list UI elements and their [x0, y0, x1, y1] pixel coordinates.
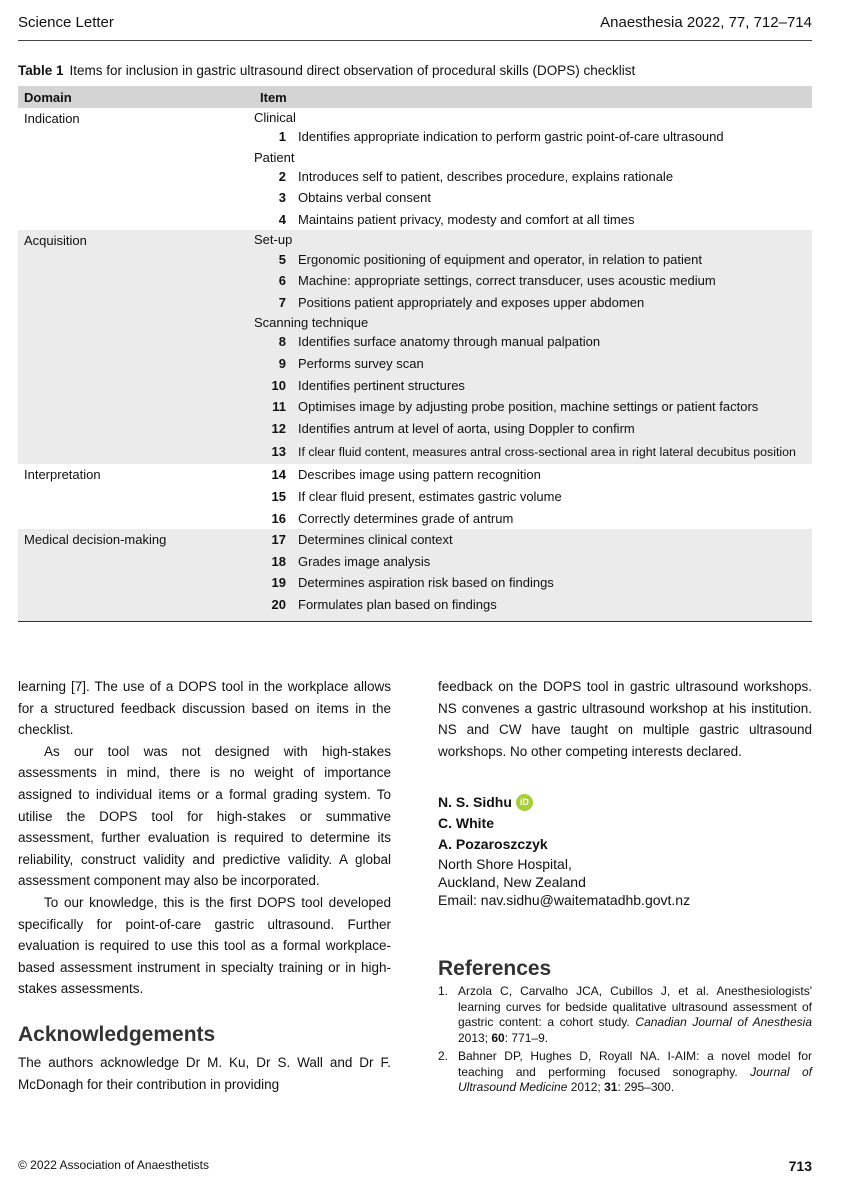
copyright: © 2022 Association of Anaesthetists	[18, 1158, 209, 1172]
table-row	[254, 418, 812, 440]
item-number: 13	[271, 444, 286, 460]
reference-number: 1.	[438, 984, 449, 999]
subheading: Clinical	[254, 110, 296, 125]
table-row	[254, 439, 812, 464]
acknowledgements-text: The authors acknowledge Dr M. Ku, Dr S. Wall and Dr F. McDonagh for their contribution in providing	[18, 1054, 391, 1092]
item-number: 1	[278, 129, 286, 145]
page-header	[18, 14, 812, 41]
acknowledgements-heading: Acknowledgements	[18, 1022, 216, 1046]
table-row	[254, 248, 812, 270]
author-3	[438, 834, 812, 855]
item-text: Determines clinical context	[298, 532, 453, 548]
right-column	[438, 676, 812, 1096]
dops-table	[18, 86, 812, 622]
journal-section: Science Letter	[18, 14, 114, 31]
item-text: Identifies appropriate indication to perform gastric point-of-care ultrasound	[298, 129, 724, 145]
item-text: Positions patient appropriately and exposes upper abdomen	[298, 294, 645, 310]
table-row	[254, 270, 812, 292]
author-2	[438, 813, 812, 834]
item-number: 11	[272, 399, 286, 415]
table-row	[254, 126, 812, 148]
journal-citation: Anaesthesia 2022, 77, 712–714	[600, 14, 812, 31]
affiliation-city: Auckland, New Zealand	[438, 874, 586, 891]
item-text: Performs survey scan	[298, 356, 424, 372]
reference-journal: Canadian Journal of Anesthesia	[635, 1015, 812, 1030]
item-text: Obtains verbal consent	[298, 190, 431, 206]
table-row	[254, 572, 812, 594]
table-row	[254, 187, 812, 209]
table-row	[254, 551, 812, 573]
references-heading: References	[438, 957, 552, 981]
table-caption	[18, 63, 635, 78]
table-row	[254, 209, 812, 231]
item-text: Introduces self to patient, describes procedure, explains rationale	[298, 168, 674, 184]
affiliation-institution: North Shore Hospital,	[438, 856, 572, 873]
item-text: Describes image using pattern recognition	[298, 467, 541, 483]
item-number: 3	[278, 190, 286, 206]
table-row	[254, 396, 812, 418]
item-text: Formulates plan based on findings	[298, 596, 497, 612]
item-text: Determines aspiration risk based on findings	[298, 575, 554, 591]
subheading: Set-up	[254, 232, 293, 248]
item-number: 20	[271, 596, 286, 612]
author-name: N. S. Sidhu	[438, 794, 512, 811]
domain-label: Interpretation	[24, 467, 101, 483]
reference-item	[438, 984, 812, 1046]
item-number: 6	[278, 273, 286, 289]
orcid-icon[interactable]: iD	[516, 794, 533, 811]
table-label: Table 1	[18, 63, 64, 78]
body-paragraph: learning [7]. The use of a DOPS tool in the workplace allows for a structured feedback discussion based on items in the checklist.	[18, 679, 391, 738]
author-email[interactable]: Email: nav.sidhu@waitematadhb.govt.nz	[438, 892, 691, 909]
group-acquisition	[18, 230, 812, 464]
reference-volume: 60	[491, 1030, 505, 1045]
table-row	[254, 464, 812, 486]
table-header-row	[18, 86, 812, 108]
item-number: 19	[271, 575, 286, 591]
body-paragraph: As our tool was not designed with high-stakes assessments in mind, there is no weight of importance assigned to individual items or a formal grading system. To utilise the DOPS tool for high-stakes or summative assessment, further evaluation is required to determine its reliability, construct validity and predictive validity. A global assessment component may also be incorporated.	[18, 743, 391, 889]
item-text: Machine: appropriate settings, correct transducer, uses acoustic medium	[298, 273, 716, 289]
group-interpretation	[18, 464, 812, 529]
reference-number: 2.	[438, 1049, 449, 1064]
item-number: 15	[271, 489, 286, 505]
header-item: Item	[260, 89, 287, 105]
table-row	[254, 292, 812, 314]
item-number: 12	[271, 420, 286, 436]
page-number: 713	[788, 1158, 812, 1174]
item-number: 5	[278, 251, 286, 267]
reference-journal: Journal of Ultrasound Medicine	[458, 1064, 812, 1095]
table-row	[254, 166, 812, 188]
item-number: 17	[271, 532, 286, 548]
item-text: Ergonomic positioning of equipment and operator, in relation to patient	[298, 251, 702, 267]
group-indication	[18, 108, 812, 230]
reference-pages: : 771–9.	[504, 1030, 549, 1045]
author-1	[438, 792, 812, 813]
header-domain: Domain	[24, 89, 72, 105]
item-text: Identifies surface anatomy through manual palpation	[298, 334, 601, 350]
table-row	[254, 507, 812, 529]
item-text: Maintains patient privacy, modesty and comfort at all times	[298, 212, 635, 228]
domain-label: Indication	[24, 111, 80, 126]
table-row	[254, 594, 812, 616]
item-number: 18	[271, 553, 286, 569]
table-row	[254, 529, 812, 551]
domain-label: Acquisition	[24, 233, 87, 249]
reference-year: 2012;	[570, 1080, 601, 1095]
item-number: 8	[278, 334, 286, 350]
item-number: 4	[278, 212, 286, 228]
reference-item	[438, 1049, 812, 1096]
author-name: A. Pozaroszczyk	[438, 836, 548, 853]
body-paragraph: feedback on the DOPS tool in gastric ultrasound workshops. NS convenes a gastric ultrasound workshop at his institution. NS and CW have taught on multiple gastric ultrasound workshops. No other competing interests declared.	[438, 679, 812, 759]
page-footer	[18, 1158, 812, 1174]
reference-year: 2013;	[458, 1030, 489, 1045]
item-number: 7	[278, 294, 286, 310]
reference-text: Arzola C, Carvalho JCA, Cubillos J, et al. Anesthesiologists' learning curves for bedside qualitative ultrasound assessment of gastric content: a cohort study.	[458, 984, 812, 1030]
item-number: 2	[278, 168, 286, 184]
reference-volume: 31	[604, 1080, 618, 1095]
item-number: 14	[271, 467, 286, 483]
author-name: C. White	[438, 815, 494, 832]
item-text: If clear fluid content, measures antral cross-sectional area in right lateral decubitus position	[298, 444, 796, 459]
item-text: Optimises image by adjusting probe position, machine settings or patient factors	[298, 399, 759, 415]
group-medical-decision-making	[18, 529, 812, 621]
item-number: 10	[271, 377, 286, 393]
table-row	[254, 374, 812, 396]
item-text: If clear fluid present, estimates gastric volume	[298, 489, 562, 505]
table-row	[254, 331, 812, 353]
domain-label: Medical decision-making	[24, 531, 167, 547]
subheading: Patient	[254, 149, 295, 165]
reference-text: Bahner DP, Hughes D, Royall NA. I-AIM: a novel model for teaching and performing focused sonography.	[458, 1049, 812, 1079]
table-caption-text: Items for inclusion in gastric ultrasound direct observation of procedural skills (DOPS) checklist	[69, 63, 636, 78]
table-row	[254, 486, 812, 508]
item-number: 9	[278, 356, 286, 372]
reference-pages: : 295–300.	[617, 1080, 675, 1095]
item-text: Grades image analysis	[298, 553, 431, 569]
left-column	[18, 676, 391, 1095]
subheading: Scanning technique	[254, 315, 369, 331]
item-number: 16	[271, 510, 286, 526]
body-paragraph: To our knowledge, this is the first DOPS tool developed specifically for point-of-care gastric ultrasound. Further evaluation is required to use this tool as a formal workplace-based assessment instrument in specialty training or in high-stakes assessments.	[18, 894, 391, 997]
item-text: Identifies pertinent structures	[298, 377, 465, 393]
table-row	[254, 353, 812, 375]
item-text: Correctly determines grade of antrum	[298, 510, 514, 526]
item-text: Identifies antrum at level of aorta, using Doppler to confirm	[298, 420, 635, 436]
